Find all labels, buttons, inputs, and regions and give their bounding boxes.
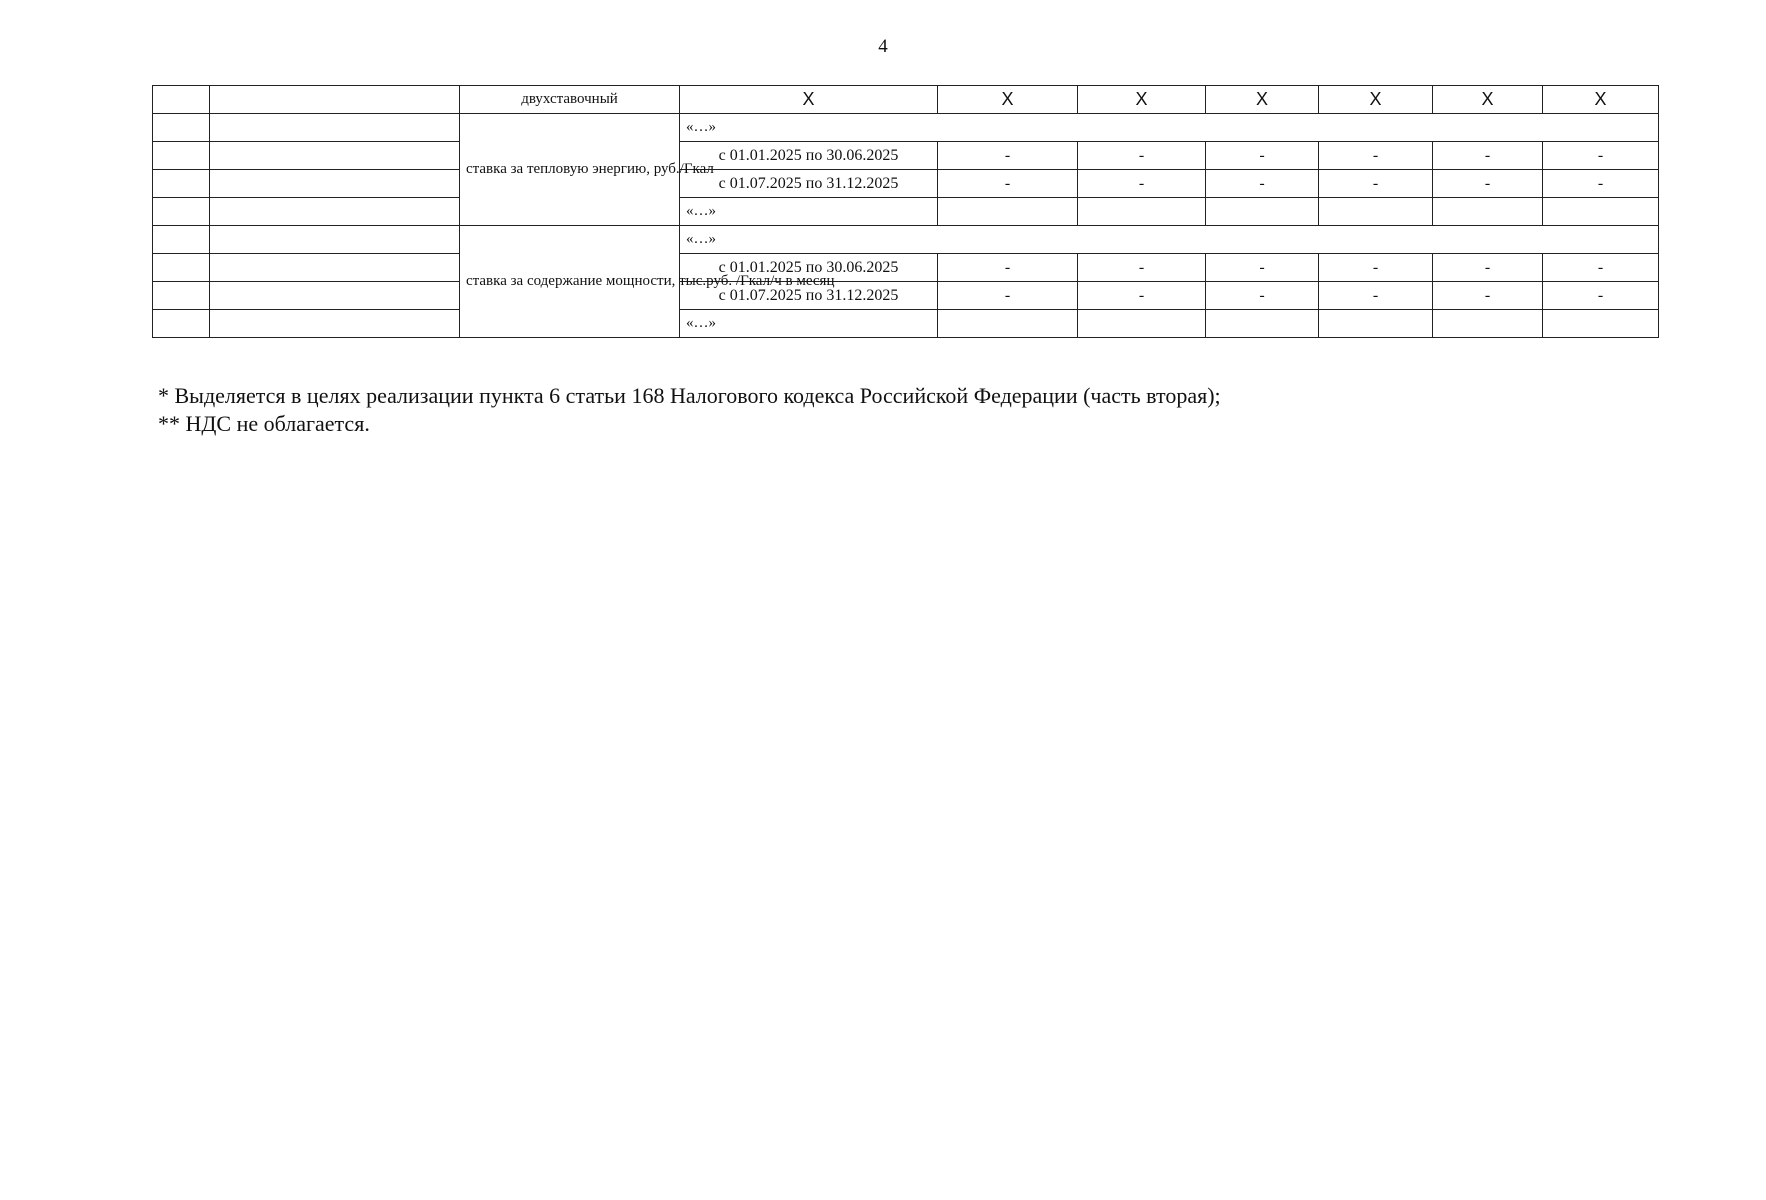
x-mark-cell: X [1543,86,1659,114]
table-row [153,86,1659,114]
name-cell [210,86,460,114]
row-number-cell [153,114,210,142]
value-cell: - [1206,142,1319,170]
tariff-type-cell: двухставочный [460,86,680,114]
ellipsis-cell: «…» [680,226,1659,254]
footnotes [158,382,1658,438]
value-cell [938,198,1078,226]
table-row [153,310,1659,338]
table-row [153,254,1659,282]
name-cell [210,198,460,226]
value-cell [1543,310,1659,338]
value-cell: - [1078,170,1206,198]
footnote-vat-exempt: ** НДС не облагается. [158,411,370,436]
value-cell: - [1078,142,1206,170]
value-cell: - [1319,142,1433,170]
table-row [153,114,1659,142]
value-cell [1078,310,1206,338]
table-row [153,142,1659,170]
value-cell: - [1206,170,1319,198]
value-cell [1433,198,1543,226]
value-cell: - [938,282,1078,310]
x-mark-cell: X [1078,86,1206,114]
name-cell [210,282,460,310]
x-mark-cell: X [680,86,938,114]
period-cell: с 01.01.2025 по 30.06.2025 [680,142,938,170]
page-number: 4 [878,36,888,57]
value-cell: - [1543,254,1659,282]
value-cell: - [938,170,1078,198]
value-cell [1078,198,1206,226]
period-cell: с 01.01.2025 по 30.06.2025 [680,254,938,282]
table-row [153,170,1659,198]
value-cell: - [1433,170,1543,198]
value-cell: - [1433,142,1543,170]
value-cell: - [1078,282,1206,310]
name-cell [210,310,460,338]
value-cell [1319,310,1433,338]
table-row [153,226,1659,254]
name-cell [210,170,460,198]
value-cell [1206,310,1319,338]
x-mark-cell: X [938,86,1078,114]
value-cell: - [1319,254,1433,282]
x-mark-cell: X [1206,86,1319,114]
tariff-table [152,85,1659,338]
rate-label-cell: ставка за тепловую энергию, руб./Гкал [460,114,680,226]
period-cell: с 01.07.2025 по 31.12.2025 [680,282,938,310]
row-number-cell [153,142,210,170]
name-cell [210,142,460,170]
footnote-vat-allocation: * Выделяется в целях реализации пункта 6 статьи 168 Налогового кодекса Российской Федерации (часть вторая); [158,383,1221,408]
value-cell: - [1433,254,1543,282]
value-cell [1543,198,1659,226]
value-cell: - [1543,142,1659,170]
period-cell: с 01.07.2025 по 31.12.2025 [680,170,938,198]
table-row [153,198,1659,226]
value-cell [1433,310,1543,338]
row-number-cell [153,282,210,310]
value-cell: - [1319,282,1433,310]
value-cell [1319,198,1433,226]
value-cell: - [1206,254,1319,282]
ellipsis-cell: «…» [680,198,938,226]
value-cell [938,310,1078,338]
ellipsis-cell: «…» [680,114,1659,142]
value-cell: - [938,142,1078,170]
name-cell [210,114,460,142]
name-cell [210,226,460,254]
row-number-cell [153,170,210,198]
row-number-cell [153,254,210,282]
value-cell: - [1433,282,1543,310]
value-cell: - [1543,282,1659,310]
value-cell: - [1078,254,1206,282]
value-cell: - [1543,170,1659,198]
row-number-cell [153,310,210,338]
x-mark-cell: X [1319,86,1433,114]
name-cell [210,254,460,282]
value-cell: - [1206,282,1319,310]
ellipsis-cell: «…» [680,310,938,338]
value-cell: - [1319,170,1433,198]
table-row [153,282,1659,310]
rate-label-cell: ставка за содержание мощности, тыс.руб. /Гкал/ч в месяц [460,226,680,338]
x-mark-cell: X [1433,86,1543,114]
value-cell [1206,198,1319,226]
row-number-cell [153,198,210,226]
row-number-cell [153,86,210,114]
value-cell: - [938,254,1078,282]
row-number-cell [153,226,210,254]
